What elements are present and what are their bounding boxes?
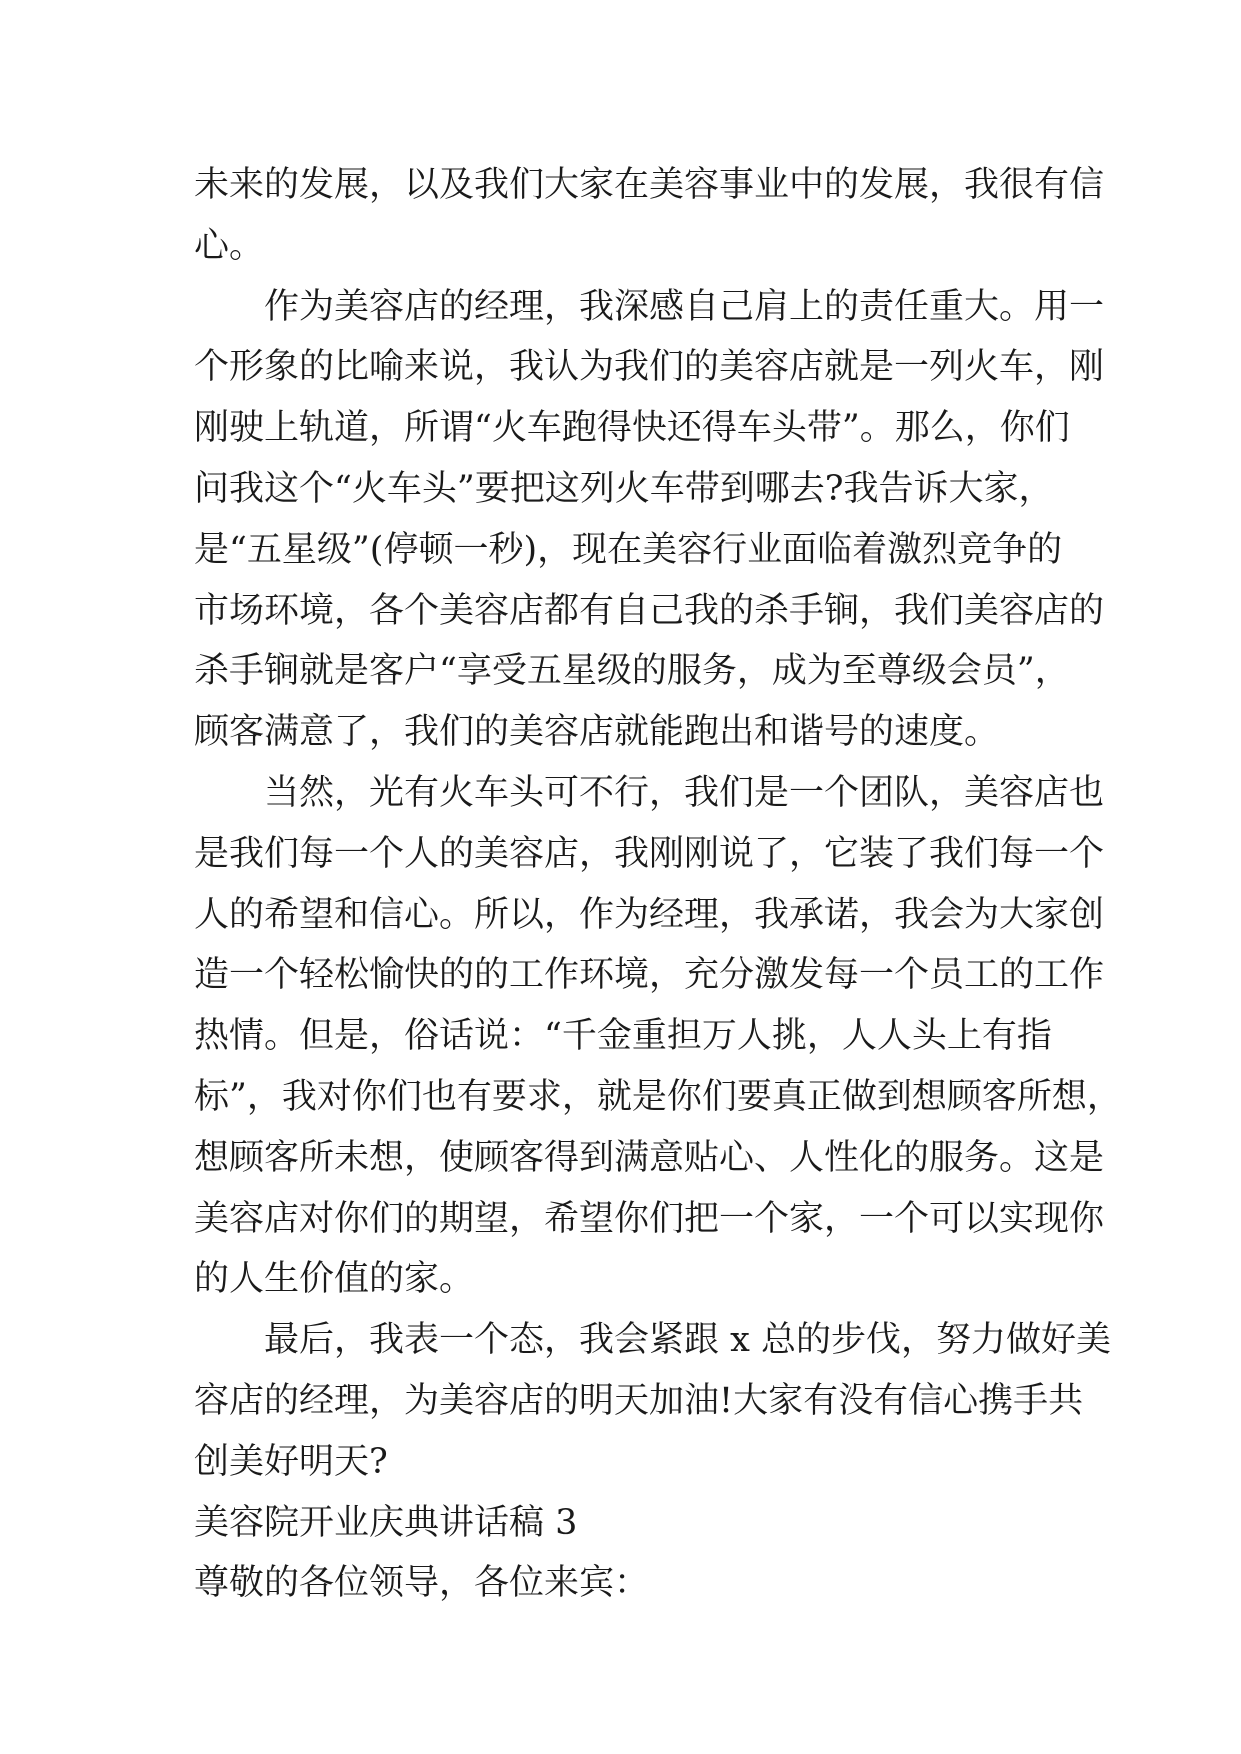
text-line: 美容院开业庆典讲话稿 3: [194, 1502, 578, 1543]
text-line: 杀手锏就是客户“享受五星级的服务，成为至尊级会员”，: [194, 651, 1070, 692]
text-line: 作为美容店的经理，我深感自己肩上的责任重大。用一: [264, 286, 1105, 327]
document-body: [194, 155, 1122, 1614]
text-line: 顾客满意了，我们的美容店就能跑出和谐号的速度。: [194, 712, 1000, 753]
text-line: 问我这个“火车头”要把这列火车带到哪去?我告诉大家，: [194, 468, 1054, 509]
text-line: 未来的发展，以及我们大家在美容事业中的发展，我很有信: [194, 165, 1105, 205]
text-line: 心。: [194, 225, 265, 266]
text-line: 人的希望和信心。所以，作为经理，我承诺，我会为大家创: [194, 894, 1105, 935]
text-line: 个形象的比喻来说，我认为我们的美容店就是一列火车，刚: [194, 347, 1105, 388]
text-line: 尊敬的各位领导，各位来宾：: [194, 1563, 650, 1604]
text-line: 是我们每一个人的美容店，我刚刚说了，它装了我们每一个: [194, 833, 1105, 874]
text-line: 当然，光有火车头可不行，我们是一个团队，美容店也: [264, 772, 1105, 813]
text-line: 是“五星级”(停顿一秒)，现在美容行业面临着激烈竞争的: [194, 529, 1063, 570]
text-line: 刚驶上轨道，所谓“火车跑得快还得车头带”。那么，你们: [194, 408, 1070, 449]
text-line: 最后，我表一个态，我会紧跟 x 总的步伐，努力做好美: [264, 1320, 1111, 1361]
text-line: 想顾客所未想，使顾客得到满意贴心、人性化的服务。这是: [194, 1137, 1105, 1178]
text-line: 容店的经理，为美容店的明天加油!大家有没有信心携手共: [194, 1380, 1084, 1421]
text-line: 造一个轻松愉快的的工作环境，充分激发每一个员工的工作: [194, 955, 1105, 996]
text-line: 美容店对你们的期望，希望你们把一个家，一个可以实现你: [194, 1198, 1105, 1239]
text-line: 的人生价值的家。: [194, 1259, 475, 1300]
text-line: 市场环境，各个美容店都有自己我的杀手锏，我们美容店的: [194, 590, 1105, 631]
text-line: 热情。但是，俗话说：“千金重担万人挑，人人头上有指: [194, 1016, 1052, 1057]
text-line: 创美好明天?: [194, 1441, 388, 1482]
text-line: 标”，我对你们也有要求，就是你们要真正做到想顾客所想，: [194, 1076, 1122, 1117]
